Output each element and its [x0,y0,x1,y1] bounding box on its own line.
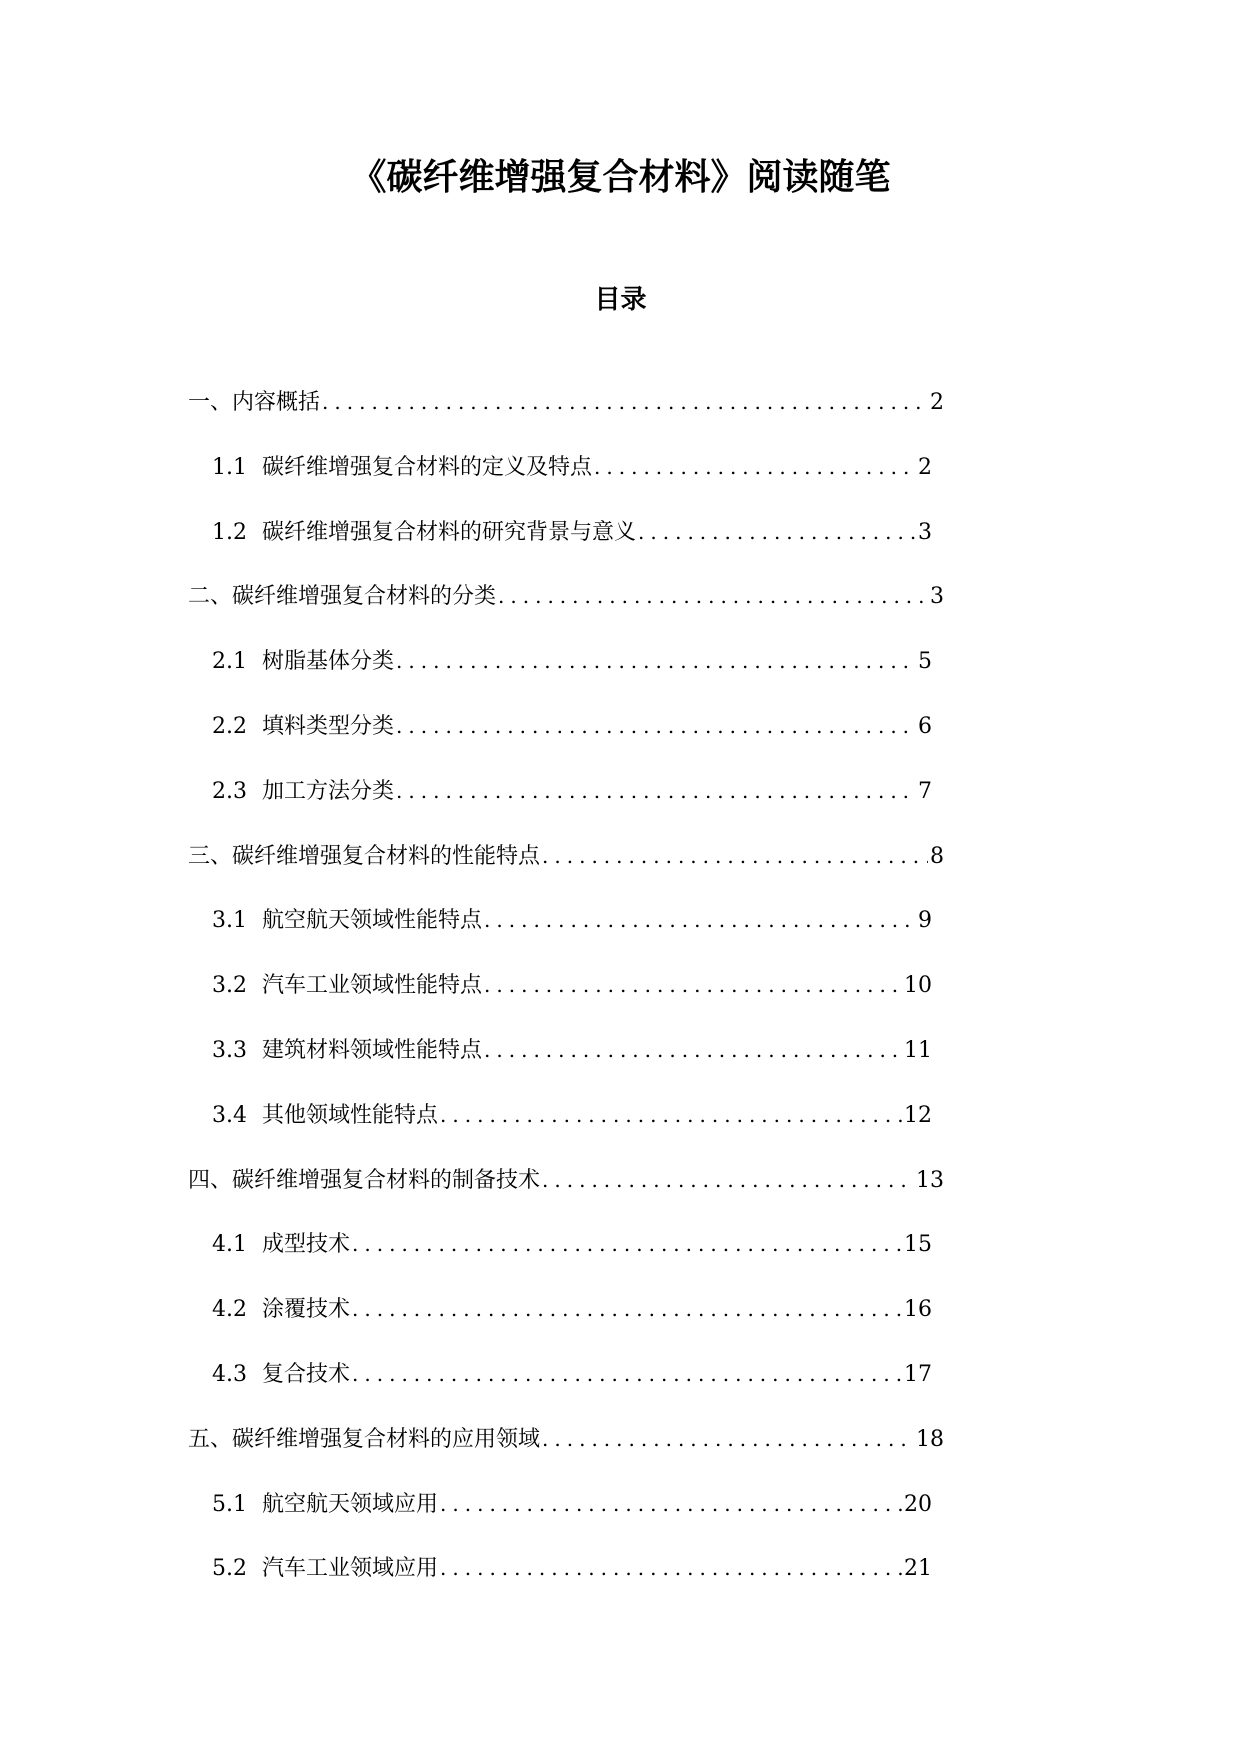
toc-entry-number: 1.2 [212,519,247,545]
toc-entry-2-3[interactable] [0,773,1241,838]
toc-entry-3-4[interactable] [0,1097,1241,1162]
toc-entry-4-2[interactable] [0,1291,1241,1356]
toc-entry-number: 2.2 [212,713,247,739]
toc-page-number: 12 [904,1102,932,1128]
toc-entry-label: 航空航天领域应用 [262,1491,439,1517]
toc-entry-4-3[interactable] [0,1356,1241,1421]
toc-page-number: 3 [930,584,944,610]
toc-dot-leader [396,773,916,809]
toc-page-number: 11 [904,1037,932,1063]
toc-entry-number: 3.2 [212,973,247,999]
toc-entry-number: 5.1 [212,1491,247,1517]
toc-entry-1-1[interactable] [0,449,1241,514]
toc-entry-3-1[interactable] [0,902,1241,967]
toc-dot-leader [396,643,916,679]
document-title: 《碳纤维增强复合材料》阅读随笔 [350,157,891,198]
toc-entry-3-3[interactable] [0,1032,1241,1097]
table-of-contents [0,384,1241,1615]
toc-entry-label: 碳纤维增强复合材料的研究背景与意义 [262,519,637,545]
toc-entry-label: 四、碳纤维增强复合材料的制备技术 [188,1167,541,1193]
toc-dot-leader [352,1356,902,1392]
toc-page-number: 17 [904,1361,932,1387]
toc-entry-4-1[interactable] [0,1226,1241,1291]
toc-page-number: 5 [918,649,932,675]
toc-entry-label: 五、碳纤维增强复合材料的应用领域 [188,1426,541,1452]
toc-entry-label: 复合技术 [262,1361,351,1387]
toc-page-number: 15 [904,1232,932,1258]
toc-entry-label: 加工方法分类 [262,778,395,804]
toc-page-number: 9 [918,908,932,934]
toc-entry-label: 其他领域性能特点 [262,1102,439,1128]
toc-entry-5-1[interactable] [0,1486,1241,1551]
toc-entry-number: 4.2 [212,1297,247,1323]
toc-entry-label: 碳纤维增强复合材料的定义及特点 [262,454,593,480]
toc-dot-leader [594,449,916,485]
toc-entry-label: 汽车工业领域应用 [262,1556,439,1582]
toc-entry-2-1[interactable] [0,643,1241,708]
toc-entry-number: 5.2 [212,1556,247,1582]
toc-dot-leader [352,1226,902,1262]
toc-entry-label: 建筑材料领域性能特点 [262,1037,483,1063]
toc-entry-5-2[interactable] [0,1550,1241,1615]
toc-page-number: 13 [916,1167,944,1193]
toc-entry-section-5[interactable] [0,1421,1241,1486]
toc-entry-number: 2.1 [212,649,247,675]
toc-page-number: 2 [918,454,932,480]
toc-entry-3-2[interactable] [0,967,1241,1032]
toc-entry-label: 汽车工业领域性能特点 [262,973,483,999]
toc-entry-section-3[interactable] [0,838,1241,903]
toc-page-number: 8 [930,843,944,869]
toc-entry-label: 树脂基体分类 [262,649,395,675]
toc-dot-leader [542,1421,914,1457]
toc-dot-leader [484,902,916,938]
toc-dot-leader [542,838,928,874]
toc-dot-leader [638,514,916,550]
toc-dot-leader [498,578,928,614]
toc-entry-label: 航空航天领域性能特点 [262,908,483,934]
toc-dot-leader [352,1291,902,1327]
toc-page-number: 2 [930,390,944,415]
toc-entry-2-2[interactable] [0,708,1241,773]
toc-dot-leader [484,1032,902,1068]
toc-entry-number: 4.3 [212,1361,247,1387]
toc-page-number: 20 [904,1491,932,1517]
toc-dot-leader [396,708,916,744]
toc-entry-label: 三、碳纤维增强复合材料的性能特点 [188,843,541,869]
toc-entry-label: 二、碳纤维增强复合材料的分类 [188,584,497,610]
toc-dot-leader [484,967,902,1003]
toc-entry-1-2[interactable] [0,514,1241,579]
toc-heading: 目录 [594,285,647,315]
toc-page-number: 10 [904,973,932,999]
toc-entry-label: 涂覆技术 [262,1297,351,1323]
toc-entry-number: 1.1 [212,454,247,480]
toc-dot-leader [542,1162,914,1198]
toc-entry-number: 3.3 [212,1037,247,1063]
toc-entry-number: 2.3 [212,778,247,804]
toc-page-number: 7 [918,778,932,804]
toc-page-number: 6 [918,713,932,739]
toc-dot-leader [440,1097,902,1133]
toc-page-number: 3 [918,519,932,545]
toc-entry-section-4[interactable] [0,1162,1241,1227]
toc-entry-number: 3.4 [212,1102,247,1128]
toc-entry-label: 一、内容概括 [188,390,321,415]
toc-page-number: 18 [916,1426,944,1452]
toc-dot-leader [440,1486,902,1522]
toc-page-number: 21 [904,1556,932,1582]
toc-entry-number: 3.1 [212,908,247,934]
toc-entry-section-2[interactable] [0,578,1241,643]
toc-entry-label: 填料类型分类 [262,713,395,739]
toc-entry-label: 成型技术 [262,1232,351,1258]
toc-entry-number: 4.1 [212,1232,247,1258]
toc-entry-section-1[interactable] [0,384,1241,449]
toc-dot-leader [322,384,928,420]
toc-dot-leader [440,1550,902,1586]
toc-page-number: 16 [904,1297,932,1323]
